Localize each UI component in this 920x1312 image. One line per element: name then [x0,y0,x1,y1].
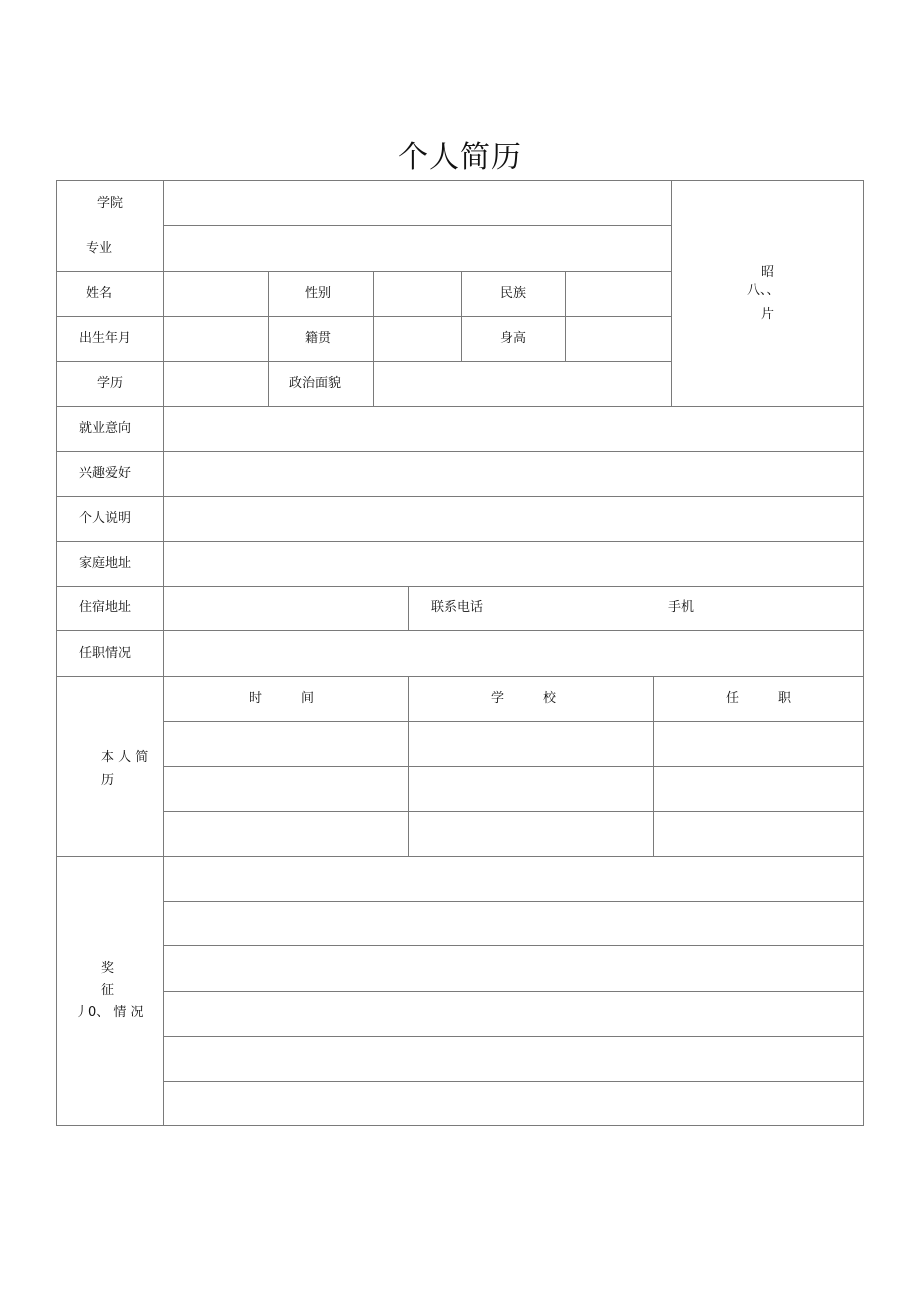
grid-line [565,271,566,361]
grid-line [57,271,671,272]
photo-line2: 八、、 [747,283,780,298]
label-phone: 联系电话 [431,600,484,615]
grid-line [57,451,863,452]
grid-line [57,856,863,857]
photo-line1: 昭 [761,265,775,280]
label-major: 专业 [86,241,113,256]
label-dorm-address: 住宿地址 [79,600,132,615]
grid-line [57,316,671,317]
resume-form [56,180,864,1126]
grid-line [163,1036,863,1037]
grid-line [57,406,863,407]
grid-line [408,586,409,630]
label-career-intent: 就业意向 [79,421,132,436]
page-title: 个人简历 [398,140,522,175]
col-header-school: 学 校 [491,691,557,706]
label-native-place: 籍贯 [305,331,332,346]
grid-line [57,361,671,362]
grid-line [268,271,269,406]
label-hobbies: 兴趣爱好 [79,466,132,481]
grid-line [57,541,863,542]
awards-line3: 丿0、 情 况 [75,1005,144,1020]
label-education: 学历 [97,376,124,391]
grid-line [163,181,164,1126]
grid-line [163,721,863,722]
label-name: 姓名 [86,286,113,301]
grid-line [163,901,863,902]
grid-line [163,225,671,226]
grid-line [57,630,863,631]
grid-line [163,811,863,812]
label-home-address: 家庭地址 [79,556,132,571]
col-header-time: 时 间 [249,691,315,706]
grid-line [163,945,863,946]
label-birth: 出生年月 [79,331,132,346]
grid-line [408,676,409,856]
label-ethnicity: 民族 [500,286,527,301]
label-college: 学院 [97,196,124,211]
grid-line [57,586,863,587]
label-mobile: 手机 [668,600,695,615]
awards-line1: 奖 [101,961,115,976]
grid-line [163,766,863,767]
grid-line [57,676,863,677]
grid-line [653,676,654,856]
grid-line [671,181,672,406]
photo-line3: 片 [761,307,775,322]
grid-line [57,496,863,497]
col-header-position: 任 职 [726,691,792,706]
grid-line [163,991,863,992]
awards-line2: 征 [101,983,115,998]
resume-label-line2: 历 [101,773,115,788]
label-political: 政治面貌 [289,376,342,391]
label-positions: 任职情况 [79,646,132,661]
label-height: 身高 [500,331,527,346]
grid-line [163,1081,863,1082]
grid-line [373,271,374,406]
grid-line [461,271,462,361]
label-personal-statement: 个人说明 [79,511,132,526]
label-gender: 性别 [305,286,332,301]
resume-label-line1: 本 人 简 [101,750,149,765]
